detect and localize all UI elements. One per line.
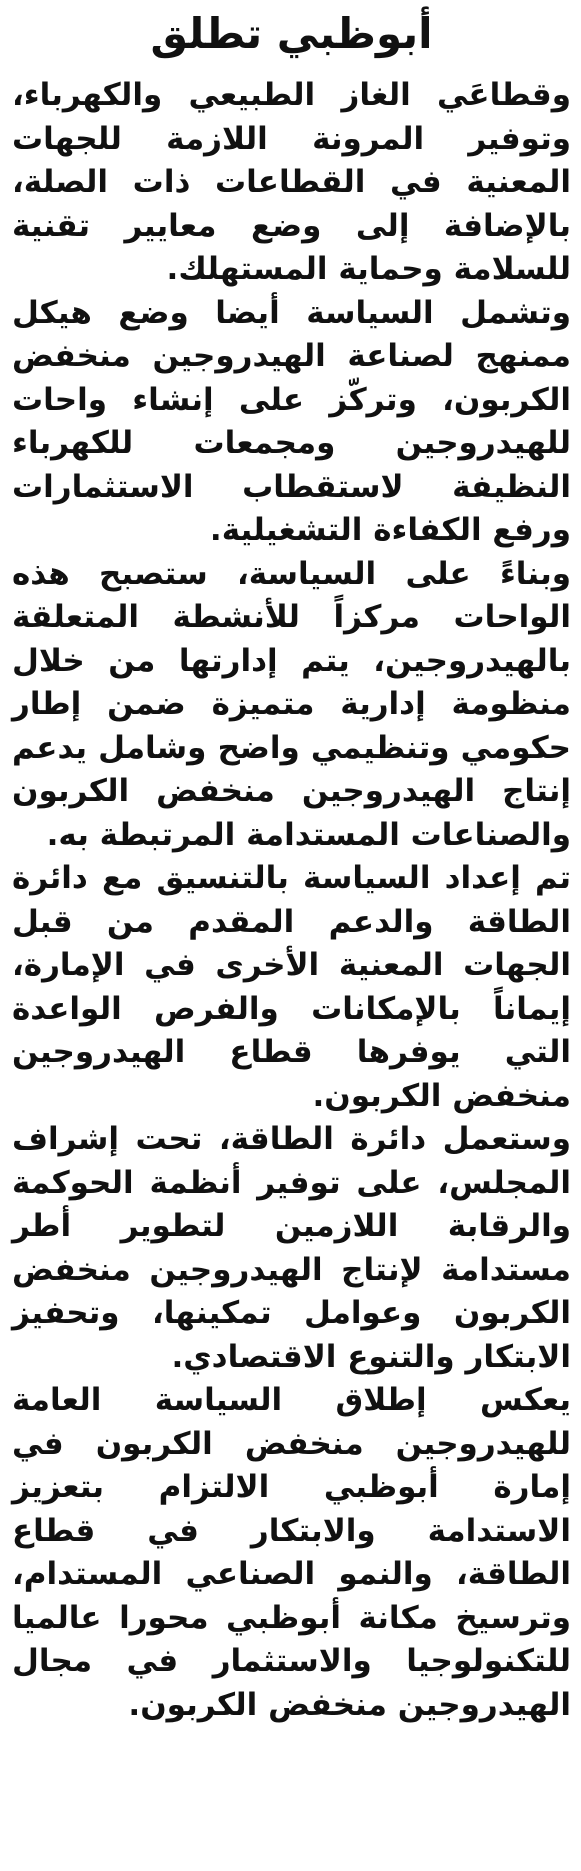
article-body (12, 74, 571, 1727)
article-paragraph: وتشمل السياسة أيضا وضع هيكل ممنهج لصناعة الهيدروجين منخفض الكربون، وتركّز على إنشاء واحات للهيدروجين ومجمعات للكهرباء النظيفة لاستقطاب الاستثمارات ورفع الكفاءة التشغيلية. (12, 294, 571, 548)
article-paragraph: وبناءً على السياسة، ستصبح هذه الواحات مركزاً للأنشطة المتعلقة بالهيدروجين، يتم إدارتها من خلال منظومة إدارية متميزة ضمن إطار حكومي وتنظيمي واضح وشامل يدعم إنتاج الهيدروجين منخفض الكربون والصناعات المستدامة المرتبطة به. (12, 555, 571, 853)
article-paragraph: تم إعداد السياسة بالتنسيق مع دائرة الطاقة والدعم المقدم من قبل الجهات المعنية الأخرى في الإمارة، إيماناً بالإمكانات والفرص الواعدة التي يوفرها قطاع الهيدروجين منخفض الكربون. (12, 860, 571, 1114)
article-paragraph: يعكس إطلاق السياسة العامة للهيدروجين منخفض الكربون في إمارة أبوظبي الالتزام بتعزيز الاستدامة والابتكار في قطاع الطاقة، والنمو الصناعي المستدام، وترسيخ مكانة أبوظبي محورا عالميا للتكنولوجيا والاستثمار في مجال الهيدروجين منخفض الكربون. (12, 1382, 571, 1723)
article-title: أبوظبي تطلق (150, 9, 433, 58)
article-paragraph: وقطاعَي الغاز الطبيعي والكهرباء، وتوفير المرونة اللازمة للجهات المعنية في القطاعات ذات الصلة، بالإضافة إلى وضع معايير تقنية للسلامة وحماية المستهلك. (12, 77, 571, 287)
article-paragraph: وستعمل دائرة الطاقة، تحت إشراف المجلس، على توفير أنظمة الحوكمة والرقابة اللازمين لتطوير أطر مستدامة لإنتاج الهيدروجين منخفض الكربون وعوامل تمكينها، وتحفيز الابتكار والتنوع الاقتصادي. (12, 1121, 571, 1375)
